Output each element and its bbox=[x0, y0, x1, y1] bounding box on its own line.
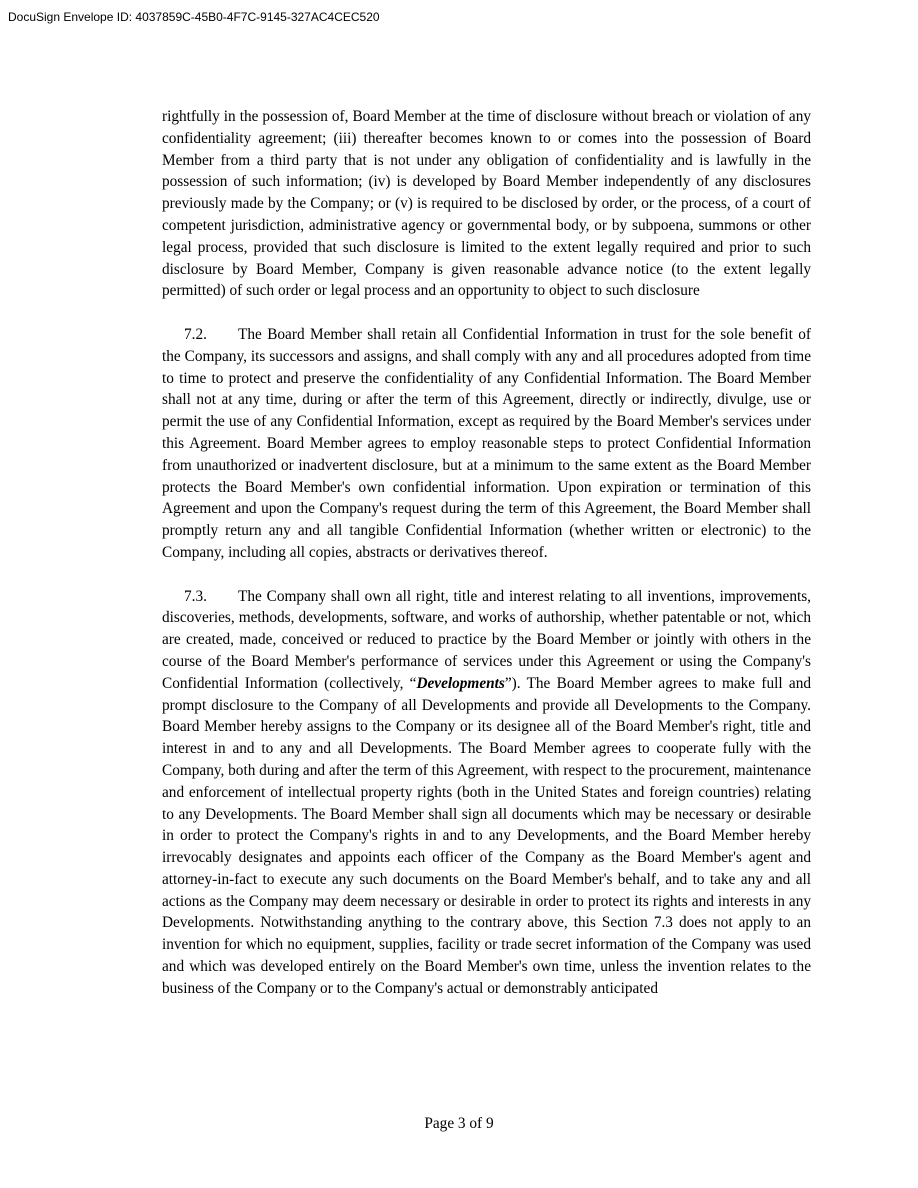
section-7-2 bbox=[162, 324, 811, 564]
document-body bbox=[162, 106, 811, 1000]
docusign-envelope-id: DocuSign Envelope ID: 4037859C-45B0-4F7C-9145-327AC4CEC520 bbox=[8, 10, 380, 24]
defined-term-developments: Developments bbox=[416, 674, 505, 692]
continuation-paragraph: rightfully in the possession of, Board Member at the time of disclosure without breach or violation of any confidentiality agreement; (iii) thereafter becomes known to or comes into the possession of Board Member from a third party that is not under any obligation of confidentiality and is lawfully in the possession of such information; (iv) is developed by Board Member independently of any disclosures previously made by the Company; or (v) is required to be disclosed by order, or the process, of a court of competent jurisdiction, administrative agency or governmental body, or by subpoena, summons or other legal process, provided that such disclosure is limited to the extent legally required and prior to such disclosure by Board Member, Company is given reasonable advance notice (to the extent legally permitted) of such order or legal process and an opportunity to object to such disclosure bbox=[162, 108, 811, 300]
section-7-3-text-before: The Company shall own all right, title and interest relating to all inventions, improvements, discoveries, methods, developments, software, and works of authorship, whether patentable or not, which are created, made, conceived or reduced to practice by the Board Member or jointly with others in the course of the Board Member's performance of services under this Agreement or using the Company's Confidential Information (collectively, “ bbox=[162, 587, 811, 692]
section-7-2-number: 7.2. bbox=[184, 325, 207, 343]
section-7-3-number: 7.3. bbox=[184, 587, 207, 605]
section-7-2-text: The Board Member shall retain all Confidential Information in trust for the sole benefit of the Company, its successors and assigns, and shall comply with any and all procedures adopted from time to time to protect and preserve the confidentiality of any Confidential Information. The Board Member shall not at any time, during or after the term of this Agreement, directly or indirectly, divulge, use or permit the use of any Confidential Information, except as required by the Board Member's services under this Agreement. Board Member agrees to employ reasonable steps to protect Confidential Information from unauthorized or inadvertent disclosure, but at a minimum to the same extent as the Board Member protects the Board Member's own confidential information. Upon expiration or termination of this Agreement and upon the Company's request during the term of this Agreement, the Board Member shall promptly return any and all tangible Confidential Information (whether written or electronic) to the Company, including all copies, abstracts or derivatives thereof. bbox=[162, 325, 811, 561]
page-number: Page 3 of 9 bbox=[424, 1115, 494, 1132]
section-7-3-text-after: ”). The Board Member agrees to make full and prompt disclosure to the Company of all Developments and provide all Developments to the Company. Board Member hereby assigns to the Company or its designee all of the Board Member's right, title and interest in and to any and all Developments. The Board Member agrees to cooperate fully with the Company, both during and after the term of this Agreement, with respect to the procurement, maintenance and enforcement of intellectual property rights (both in the United States and foreign countries) relating to any Developments. The Board Member shall sign all documents which may be necessary or desirable in order to protect the Company's rights in and to any Developments, and the Board Member hereby irrevocably designates and appoints each officer of the Company as the Board Member's agent and attorney-in-fact to execute any such documents on the Board Member's behalf, and to take any and all actions as the Company may deem necessary or desirable in order to protect its rights and interests in any Developments. Notwithstanding anything to the contrary above, this Section 7.3 does not apply to an invention for which no equipment, supplies, facility or trade secret information of the Company was used and which was developed entirely on the Board Member's own time, unless the invention relates to the business of the Company or to the Company's actual or demonstrably anticipated bbox=[162, 674, 811, 997]
section-7-3 bbox=[162, 586, 811, 1000]
